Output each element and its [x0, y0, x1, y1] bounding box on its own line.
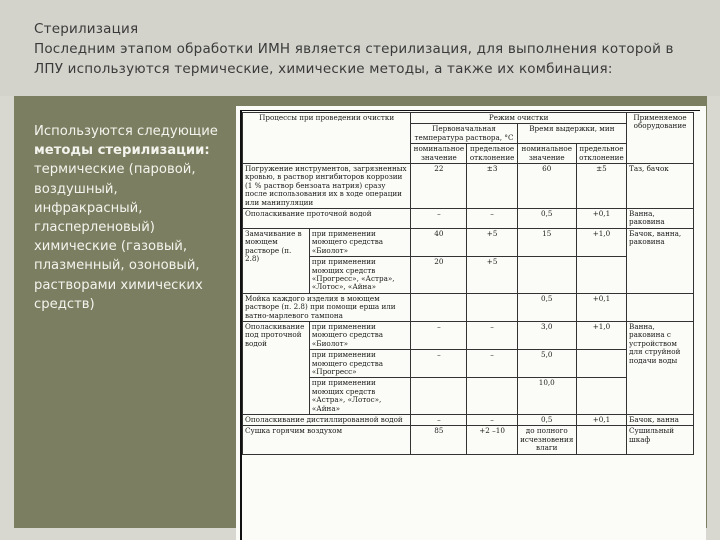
header-process: Процессы при проведении очистки: [243, 113, 411, 164]
table-row: Ополаскивание дистиллированной водой – – 0,5 +0,1 Бачок, ванна: [243, 415, 694, 426]
table-row: Мойка каждого изделия в моющем растворе (п. 2.8) при помощи ерша или ватно-марлевого тампона 0,5 +0,1: [243, 293, 694, 321]
header-equipment: Применяемое оборудование: [627, 113, 694, 164]
header-time: Время выдержки, мин: [517, 124, 626, 144]
slide-title: Стерилизация: [34, 21, 139, 37]
table-row: Погружение инструментов, загрязненных кровью, в раствор ингибиторов коррозии (1 % раствор бензоата натрия) сразу после использования их в ходе операции или манипуляции 22 ±3 60 ±5 Таз, бачок: [243, 164, 694, 209]
header-deviation-2: предельное отклонение: [576, 144, 626, 164]
header-temp: Первоначальная температура раствора, °С: [411, 124, 517, 144]
title-band: [0, 0, 720, 96]
header-nominal-2: номинальное значение: [517, 144, 576, 164]
header-mode: Режим очистки: [411, 113, 627, 124]
methods-intro: Используются следующие: [34, 124, 218, 139]
thermal-methods: термические (паровой, воздушный, инфракрасный, гласперленовый): [34, 162, 196, 236]
table-row: Ополаскивание проточной водой – – 0,5 +0,1 Ванна, раковина: [243, 209, 694, 229]
table-row: Ополаскивание под проточной водой при применении моющего средства «Биолот» – – 3,0 +1,0 Ванна, раковина с устройством для струйной подачи воды: [243, 321, 694, 349]
slide-subtitle-line-2: ЛПУ используются термические, химические методы, а также их комбинация:: [34, 61, 613, 77]
header-deviation: предельное отклонение: [467, 144, 517, 164]
cleaning-table: [242, 112, 694, 455]
table-row: при применении моющих средств «Астра», «Лотос», «Айна» 10,0: [243, 378, 694, 415]
table-row: Сушка горячим воздухом 85 +2 –10 до полного исчезновения влаги Сушильный шкаф: [243, 426, 694, 454]
chemical-methods: химические (газовый, плазменный, озоновый, растворами химических средств): [34, 239, 203, 312]
table-row: Замачивание в моющем растворе (п. 2.8) при применении моющего средства «Биолот» 40 +5 15 +1,0 Бачок, ванна, раковина: [243, 228, 694, 256]
header-nominal: номинальное значение: [411, 144, 467, 164]
table-row: при применении моющего средства «Прогресс» – – 5,0: [243, 350, 694, 378]
slide-subtitle-line-1: Последним этапом обработки ИМН является стерилизация, для выполнения которой в: [34, 41, 674, 57]
table-row: при применении моющих средств «Прогресс», «Астра», «Лотос», «Айна» 20 +5: [243, 257, 694, 294]
methods-text: [34, 122, 229, 314]
methods-intro-bold: методы стерилизации:: [34, 143, 210, 159]
scanned-document: [236, 106, 706, 540]
